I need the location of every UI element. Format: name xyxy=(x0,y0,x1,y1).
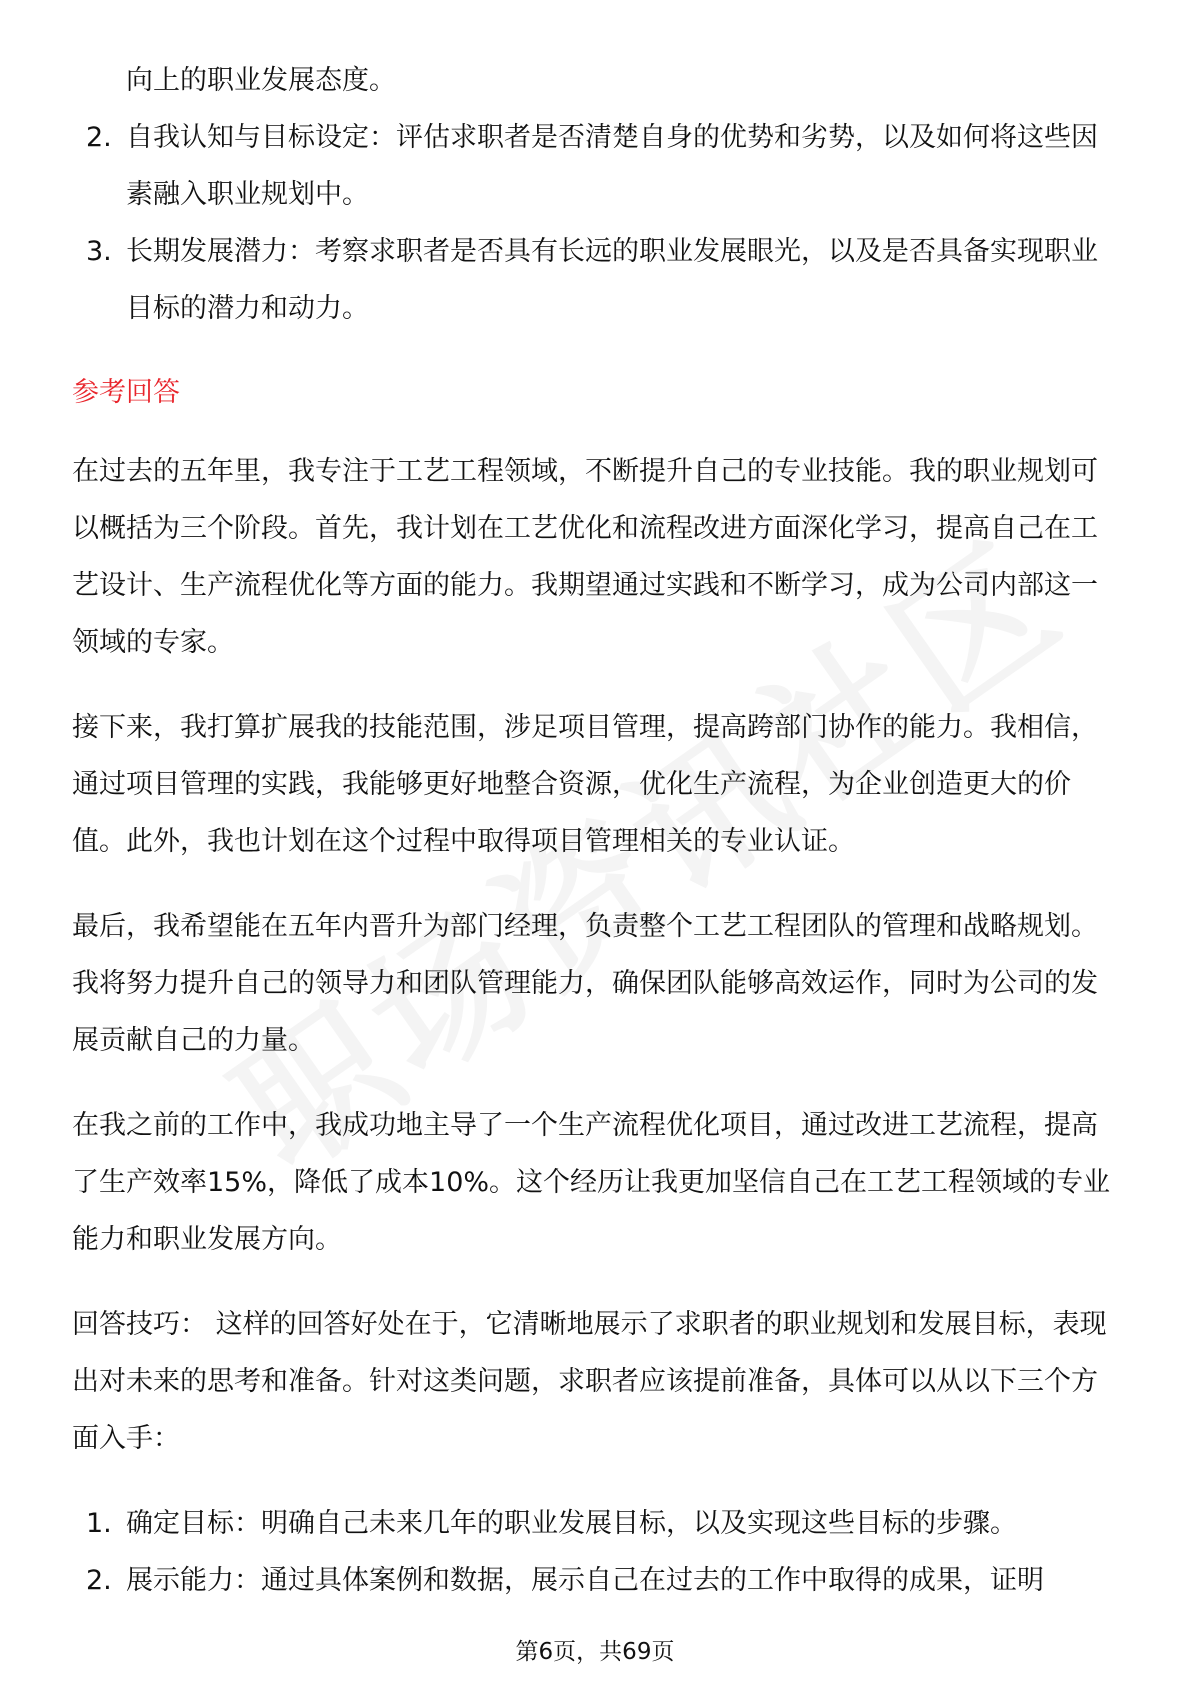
list-number: 3. xyxy=(86,236,112,267)
list-item xyxy=(72,223,1118,337)
list-item-continuation: 向上的职业发展态度。 xyxy=(126,65,396,96)
list-item-text: 自我认知与目标设定：评估求职者是否清楚自身的优势和劣势，以及如何将这些因素融入职业规划中。 xyxy=(126,122,1098,210)
page-content xyxy=(72,52,1118,1609)
answer-paragraph: 最后，我希望能在五年内晋升为部门经理，负责整个工艺工程团队的管理和战略规划。我将努力提升自己的领导力和团队管理能力，确保团队能够高效运作，同时为公司的发展贡献自己的力量。 xyxy=(72,911,1098,1056)
list-item-text: 展示能力：通过具体案例和数据，展示自己在过去的工作中取得的成果，证明 xyxy=(126,1565,1044,1596)
answer-paragraph: 在我之前的工作中，我成功地主导了一个生产流程优化项目，通过改进工艺流程，提高了生产效率15%，降低了成本10%。这个经历让我更加坚信自己在工艺工程领域的专业能力和职业发展方向。 xyxy=(72,1110,1111,1255)
tips-list xyxy=(72,1495,1118,1609)
page-footer: 第6页，共69页 xyxy=(515,1639,675,1665)
list-number: 2. xyxy=(86,1565,112,1596)
answer-paragraph: 接下来，我打算扩展我的技能范围，涉足项目管理，提高跨部门协作的能力。我相信，通过项目管理的实践，我能够更好地整合资源，优化生产流程，为企业创造更大的价值。此外，我也计划在这个过程中取得项目管理相关的专业认证。 xyxy=(72,712,1098,857)
list-number: 1. xyxy=(86,1508,112,1539)
list-item xyxy=(72,109,1118,223)
answer-paragraph: 在过去的五年里，我专注于工艺工程领域，不断提升自己的专业技能。我的职业规划可以概括为三个阶段。首先，我计划在工艺优化和流程改进方面深化学习，提高自己在工艺设计、生产流程优化等方面的能力。我期望通过实践和不断学习，成为公司内部这一领域的专家。 xyxy=(72,456,1098,658)
list-item xyxy=(72,1552,1118,1609)
section-heading: 参考回答 xyxy=(72,377,180,408)
list-item-text: 确定目标：明确自己未来几年的职业发展目标，以及实现这些目标的步骤。 xyxy=(126,1508,1017,1539)
list-number: 2. xyxy=(86,122,112,153)
criteria-list xyxy=(72,109,1118,337)
list-item xyxy=(72,1495,1118,1552)
tips-paragraph: 回答技巧： 这样的回答好处在于，它清晰地展示了求职者的职业规划和发展目标，表现出对未来的思考和准备。针对这类问题，求职者应该提前准备，具体可以从以下三个方面入手： xyxy=(72,1309,1107,1454)
list-item-text: 长期发展潜力：考察求职者是否具有长远的职业发展眼光，以及是否具备实现职业目标的潜力和动力。 xyxy=(126,236,1098,324)
